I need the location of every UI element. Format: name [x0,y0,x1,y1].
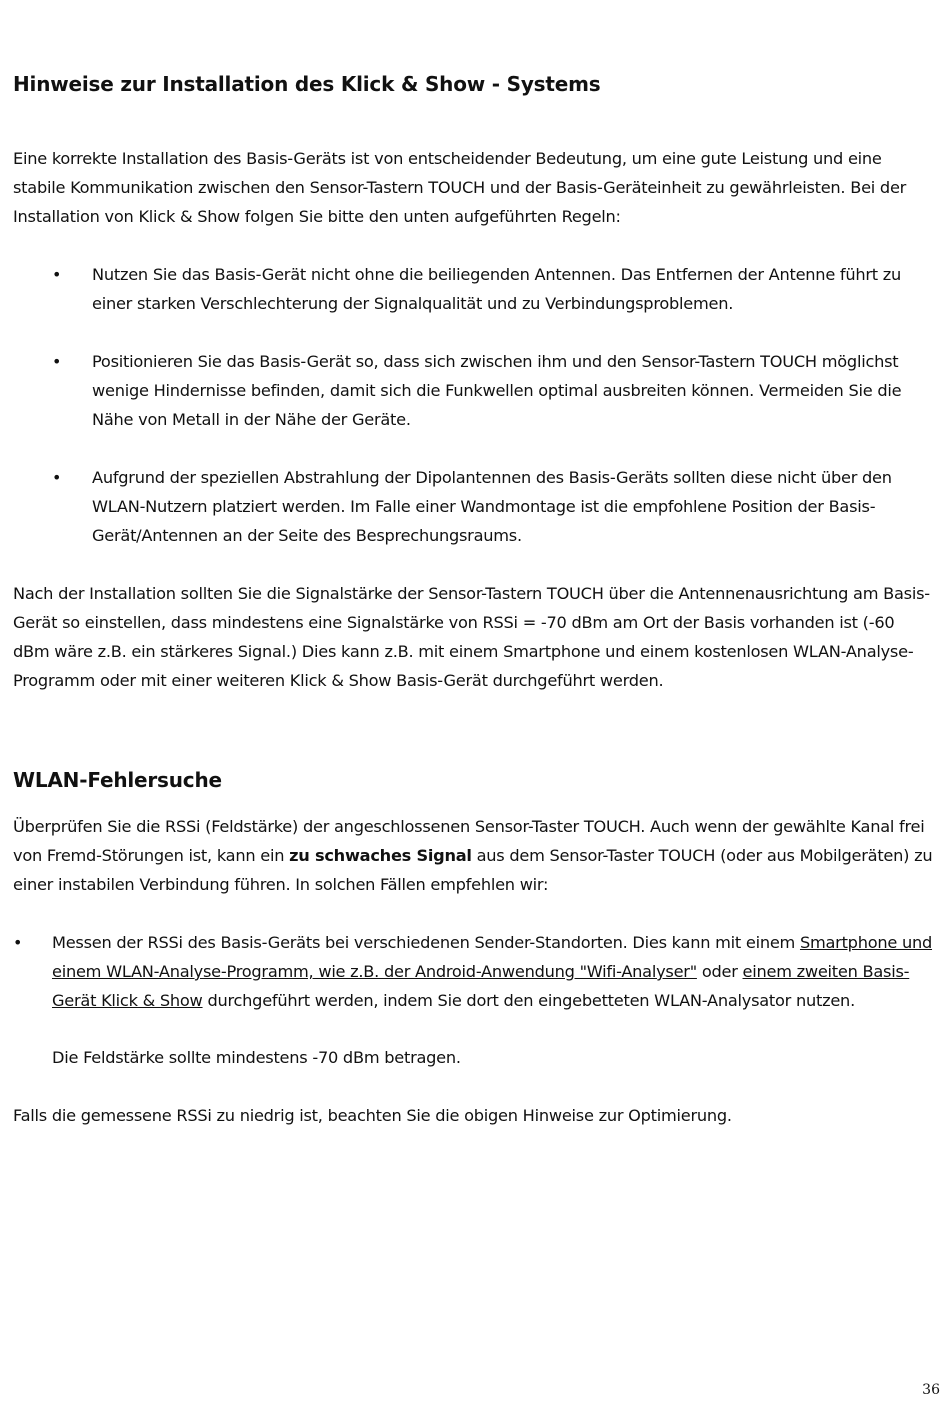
installation-intro-paragraph: Eine korrekte Installation des Basis-Geräts ist von entscheidender Bedeutung, um eine gute Leistung und eine stabile Kommunikation zwischen den Sensor-Tastern TOUCH und der Basis-Geräteinheit zu gewährleisten. Bei der Installation von Klick & Show folgen Sie bitte den unten aufgeführten Regeln: [13,149,907,226]
second-base-device-link[interactable]: einem zweiten Basis-Gerät Klick & Show [52,962,910,1010]
wlan-outro-paragraph: Falls die gemessene RSSi zu niedrig ist, beachten Sie die obigen Hinweise zur Optimierung. [13,1106,732,1125]
installation-bullet-2: Positionieren Sie das Basis-Gerät so, dass sich zwischen ihm und den Sensor-Tastern TOUCH möglichst wenige Hindernisse befinden, damit sich die Funkwellen optimal ausbreiten können. Vermeiden Sie die Nähe von Metall in der Nähe der Geräte. [92,352,902,429]
installation-bullet-1: Nutzen Sie das Basis-Gerät nicht ohne die beiliegenden Antennen. Das Entfernen der Antenne führt zu einer starken Verschlechterung der Signalqualität und zu Verbindungsproblemen. [92,265,902,313]
bullet-marker: • [52,352,62,371]
wlan-bullet-measure [52,928,942,1015]
wlan-intro-text: Überprüfen Sie die RSSi (Feldstärke) der angeschlossenen Sensor-Taster TOUCH. Auch wenn der gewählte Kanal frei von Fremd-Störungen ist, kann ein [13,817,925,865]
wlan-bullet-text-end: durchgeführt werden, indem Sie dort den eingebetteten WLAN-Analysator nutzen. [202,991,855,1010]
bullet-marker: • [52,468,62,487]
installation-bullet-3: Aufgrund der speziellen Abstrahlung der Dipolantennen des Basis-Geräts sollten diese nicht über den WLAN-Nutzern platziert werden. Im Falle einer Wandmontage ist die empfohlene Position der Basis-Gerät/Antennen an der Seite des Besprechungsraums. [92,468,892,545]
page-number: 36 [922,1382,940,1398]
field-strength-note: Die Feldstärke sollte mindestens -70 dBm betragen. [52,1048,461,1067]
section-title-wlan-troubleshooting: WLAN-Fehlersuche [13,768,222,792]
bullet-marker: • [52,265,62,284]
wlan-intro-bold: zu schwaches Signal [289,846,472,865]
installation-outro-paragraph: Nach der Installation sollten Sie die Signalstärke der Sensor-Tastern TOUCH über die Antennenausrichtung am Basis-Gerät so einstellen, dass mindestens eine Signalstärke von RSSi = -70 dBm am Ort der Basis vorhanden ist (-60 dBm wäre z.B. ein stärkeres Signal.) Dies kann z.B. mit einem Smartphone und einem kostenlosen WLAN-Analyse-Programm oder mit einer weiteren Klick & Show Basis-Gerät durchgeführt werden. [13,584,930,690]
wlan-intro-paragraph [13,812,933,899]
section-title-installation: Hinweise zur Installation des Klick & Show - Systems [13,72,601,96]
bullet-marker: • [13,933,23,952]
wlan-bullet-text-or: oder [696,962,743,981]
smartphone-analyser-link[interactable]: Smartphone und einem WLAN-Analyse-Programm, wie z.B. der Android-Anwendung "Wifi-Analyser" [52,933,933,981]
wlan-bullet-text: Messen der RSSi des Basis-Geräts bei verschiedenen Sender-Standorten. Dies kann mit einem [52,933,800,952]
wlan-intro-text-end: aus dem Sensor-Taster TOUCH (oder aus Mobilgeräten) zu einer instabilen Verbindung führen. In solchen Fällen empfehlen wir: [13,846,933,894]
